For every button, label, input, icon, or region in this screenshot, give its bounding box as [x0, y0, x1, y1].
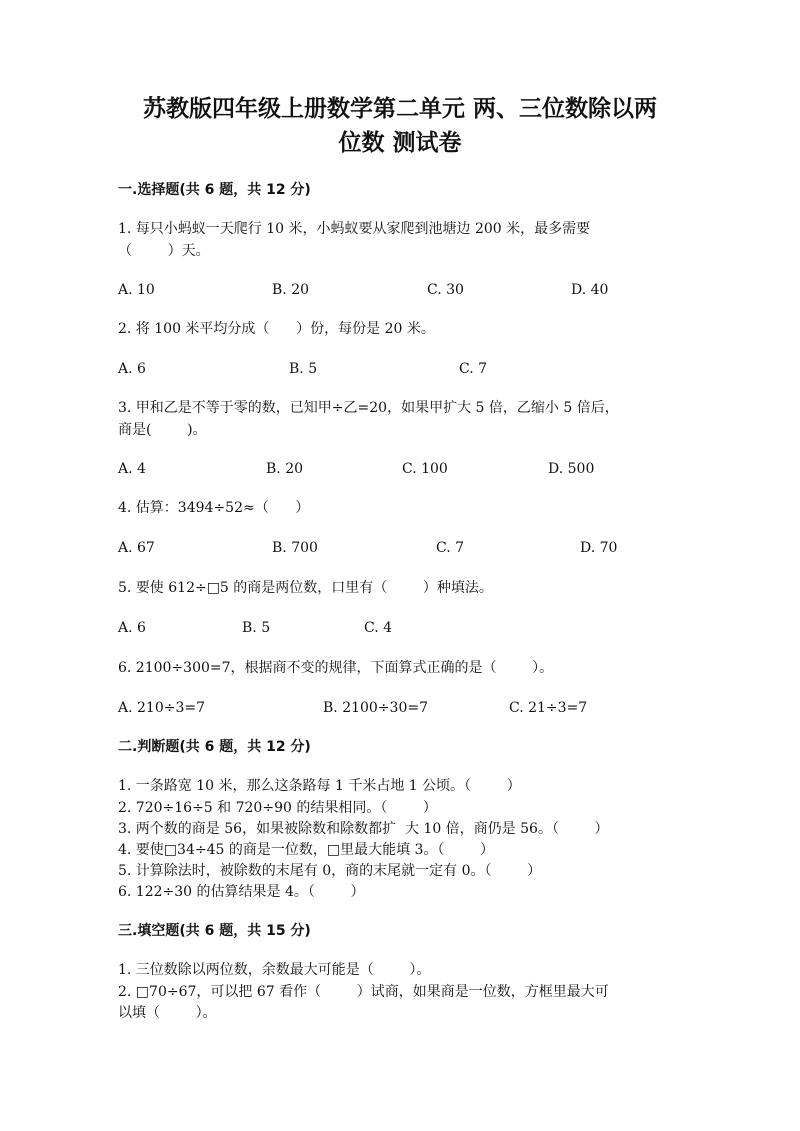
section-heading-fill-blank: 三.填空题(共 6 题，共 15 分) — [118, 923, 311, 939]
option-c: C. 30 — [427, 282, 464, 298]
option-a: A. 10 — [118, 282, 155, 298]
question-text: 3. 甲和乙是不等于零的数，已知甲÷乙=20，如果甲扩大 5 倍，乙缩小 5 倍后， — [118, 400, 619, 416]
option-b: B. 5 — [289, 361, 318, 377]
option-a: A. 6 — [118, 620, 146, 636]
option-a: A. 67 — [118, 540, 155, 556]
question-text: 1. 每只小蚂蚁一天爬行 10 米，小蚂蚁要从家爬到池塘边 200 米，最多需要 — [118, 221, 591, 237]
worksheet-title-line2: 位数 测试卷 — [338, 130, 462, 156]
question-text: （ ）天。 — [118, 243, 210, 259]
option-b: B. 2100÷30=7 — [323, 700, 428, 716]
question-text: 2. 将 100 米平均分成（ ）份，每份是 20 米。 — [118, 321, 435, 337]
fill-blank-item: 以填（ ）。 — [118, 1005, 217, 1021]
section-heading-choice: 一.选择题(共 6 题，共 12 分) — [118, 182, 311, 198]
question-text: 6. 2100÷300=7，根据商不变的规律，下面算式正确的是（ ）。 — [118, 660, 554, 676]
option-d: D. 500 — [548, 461, 595, 477]
option-c: C. 100 — [402, 461, 448, 477]
judgment-item: 3. 两个数的商是 56，如果被除数和除数都扩 大 10 倍，商仍是 56。（ ） — [118, 821, 609, 837]
option-a: A. 4 — [118, 461, 146, 477]
judgment-item: 5. 计算除法时，被除数的末尾有 0，商的末尾就一定有 0。（ ） — [118, 863, 542, 879]
question-text: 商是( )。 — [118, 422, 207, 438]
option-a: A. 210÷3=7 — [118, 700, 206, 716]
question-text: 4. 估算：3494÷52≈（ ） — [118, 500, 310, 516]
option-d: D. 70 — [580, 540, 618, 556]
question-text: 5. 要使 612÷□5 的商是两位数，口里有（ ）种填法。 — [118, 580, 493, 596]
option-b: B. 20 — [272, 282, 310, 298]
option-c: C. 21÷3=7 — [509, 700, 588, 716]
option-d: D. 40 — [571, 282, 609, 298]
judgment-item: 6. 122÷30 的估算结果是 4。（ ） — [118, 884, 365, 900]
judgment-item: 4. 要使□34÷45 的商是一位数，□里最大能填 3。（ ） — [118, 842, 495, 858]
judgment-item: 2. 720÷16÷5 和 720÷90 的结果相同。（ ） — [118, 800, 437, 816]
option-c: C. 7 — [436, 540, 465, 556]
judgment-item: 1. 一条路宽 10 米，那么这条路每 1 千米占地 1 公顷。（ ） — [118, 778, 521, 794]
option-b: B. 20 — [266, 461, 304, 477]
section-heading-true-false: 二.判断题(共 6 题，共 12 分) — [118, 739, 311, 755]
option-b: B. 700 — [272, 540, 318, 556]
fill-blank-item: 2. □70÷67，可以把 67 看作（ ）试商，如果商是一位数，方框里最大可 — [118, 984, 609, 1000]
option-c: C. 7 — [459, 361, 488, 377]
option-c: C. 4 — [364, 620, 393, 636]
worksheet-title-line1: 苏教版四年级上册数学第二单元 两、三位数除以两 — [142, 96, 657, 122]
option-b: B. 5 — [242, 620, 271, 636]
fill-blank-item: 1. 三位数除以两位数，余数最大可能是（ ）。 — [118, 962, 431, 978]
option-a: A. 6 — [118, 361, 146, 377]
